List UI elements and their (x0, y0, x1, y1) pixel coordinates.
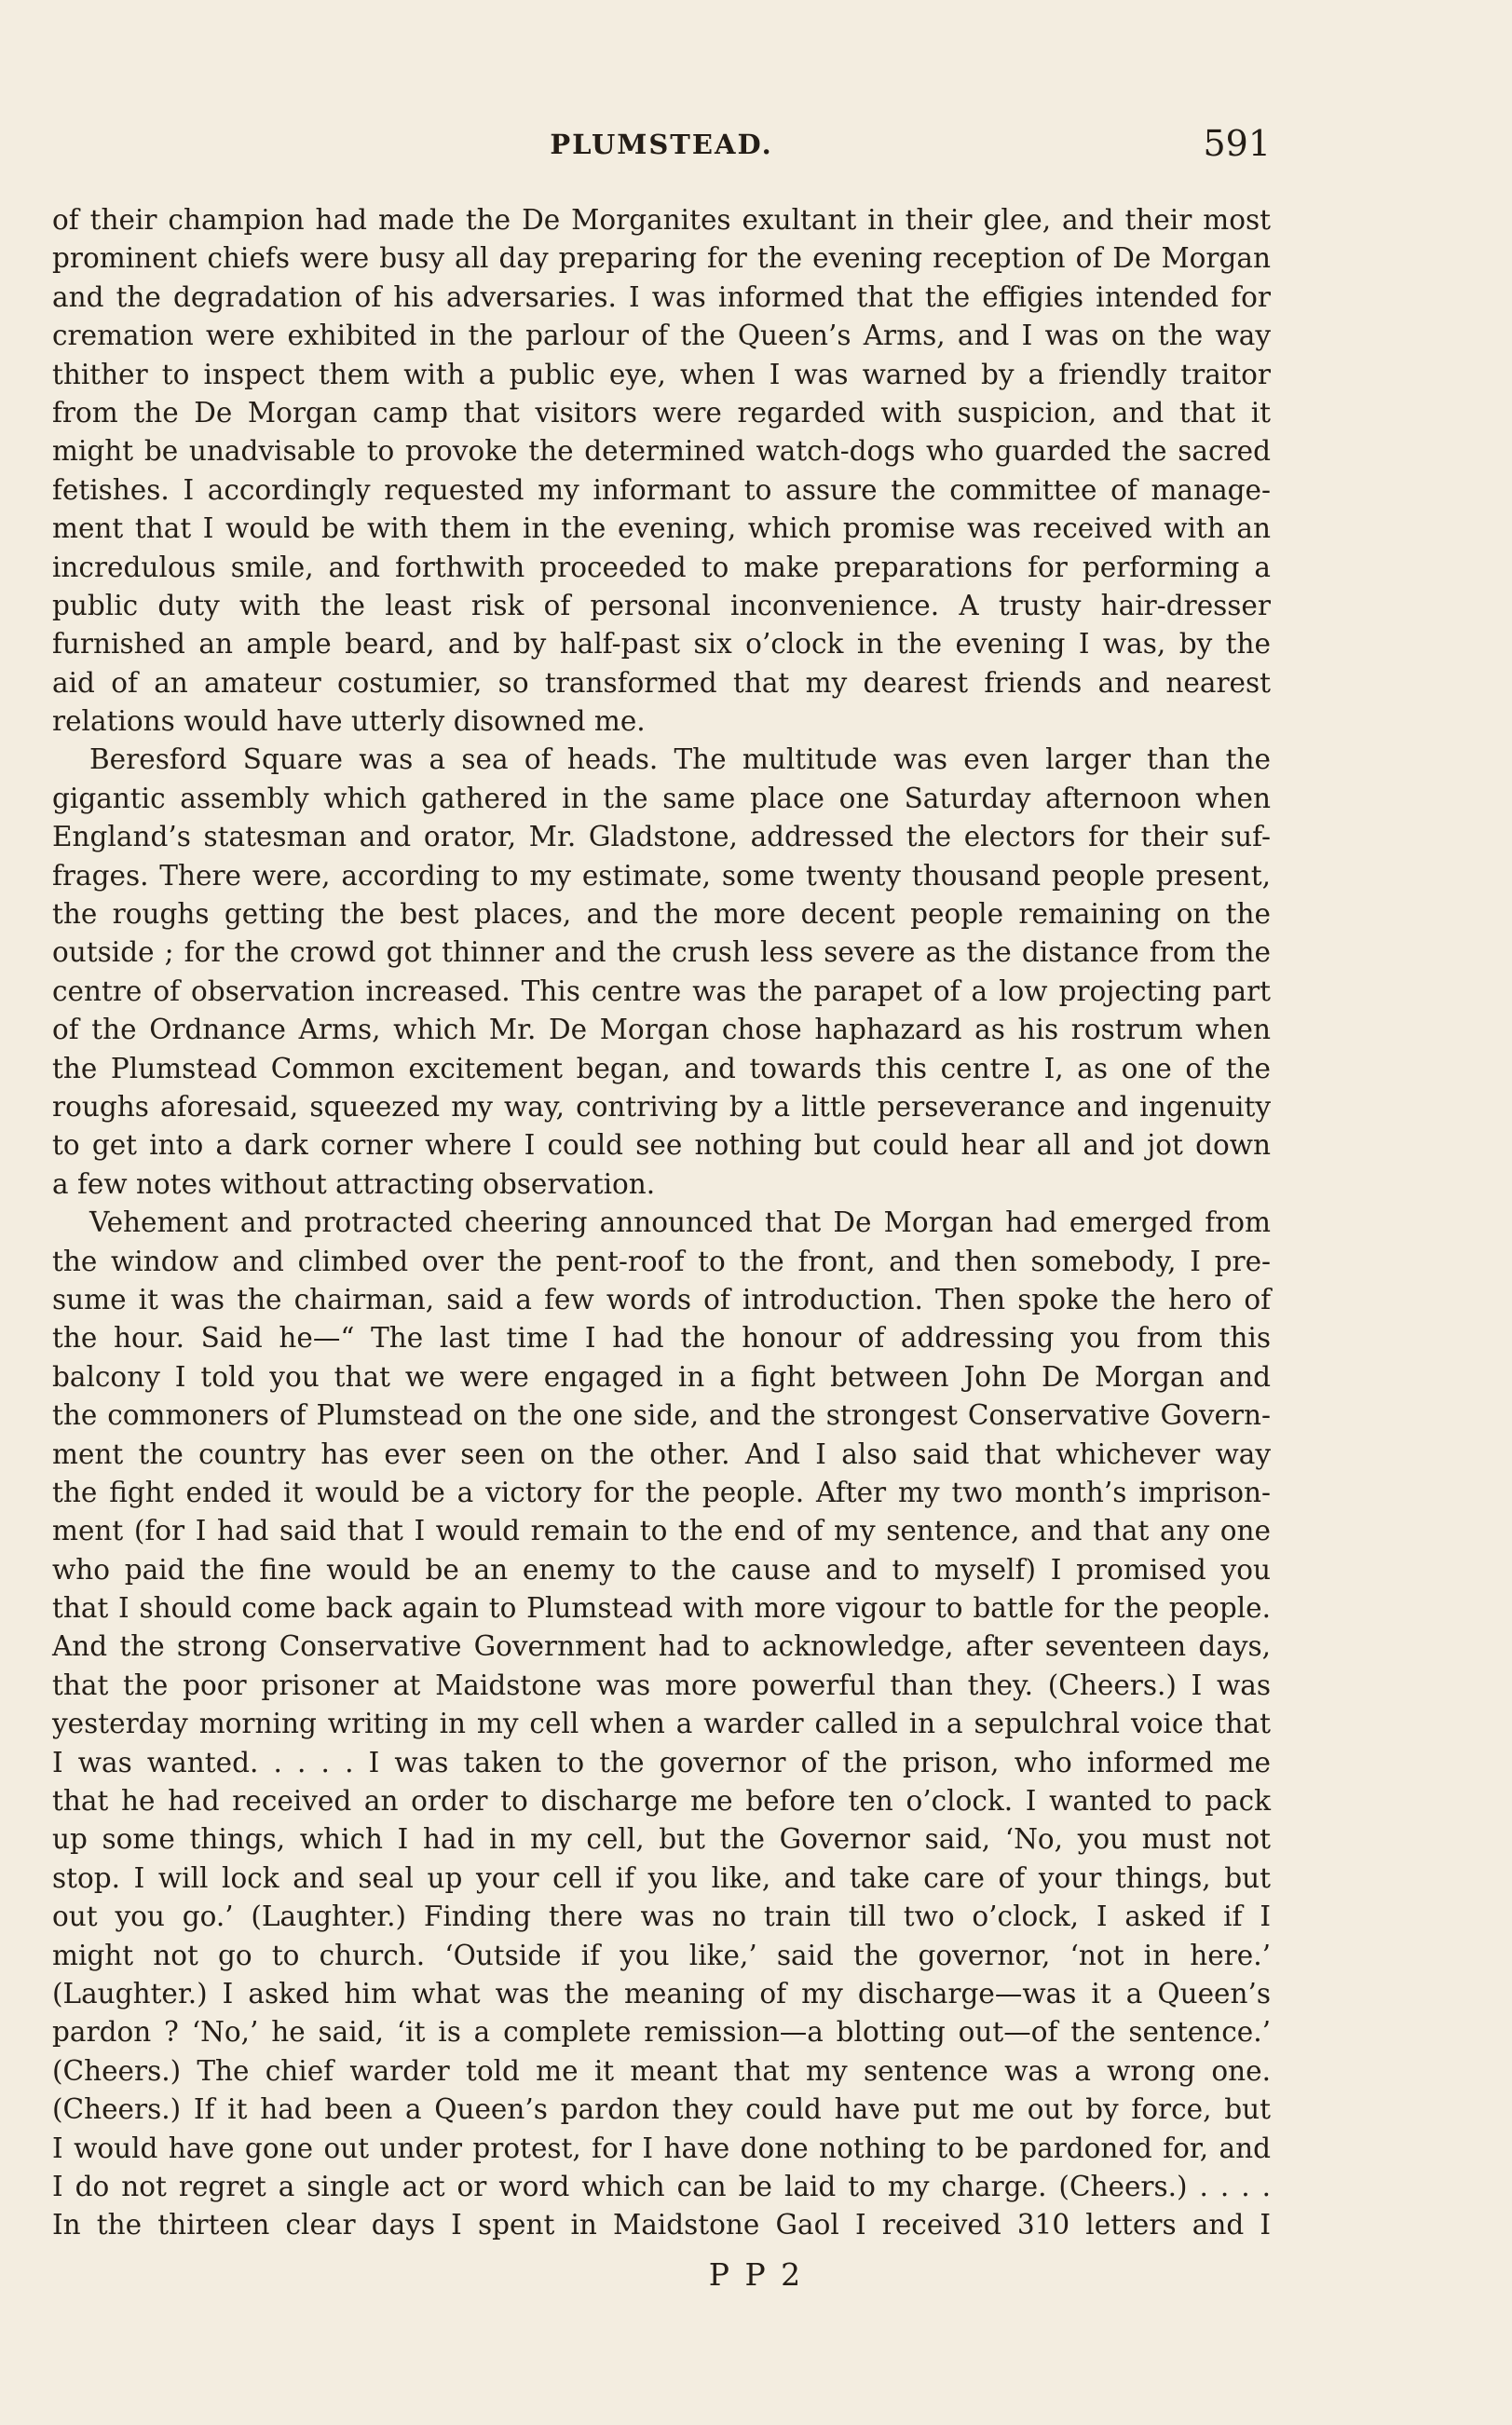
running-head: PLUMSTEAD. (550, 129, 773, 160)
text-line: aid of an amateur costumier, so transformed that my dearest friends and nearest (52, 666, 1271, 699)
text-line: the fight ended it would be a victory for the people. After my two month’s imprison- (52, 1476, 1271, 1508)
text-line: thither to inspect them with a public eye, when I was warned by a friendly traitor (52, 358, 1271, 390)
text-line: Vehement and protracted cheering announced that De Morgan had emerged from (89, 1206, 1271, 1239)
text-line: ment the country has ever seen on the other. And I also said that whichever way (52, 1437, 1271, 1470)
text-line: (Cheers.) If it had been a Queen’s pardon they could have put me out by force, but (52, 2093, 1271, 2126)
text-line: that he had received an order to discharge me before ten o’clock. I wanted to pack (52, 1785, 1271, 1818)
text-line: stop. I will lock and seal up your cell if you like, and take care of your things, but (52, 1861, 1271, 1894)
page-header (52, 123, 1271, 170)
signature-mark: P P 2 (708, 2256, 804, 2293)
text-line: furnished an ample beard, and by half-past six o’clock in the evening I was, by the (52, 628, 1271, 661)
text-line: pardon ? ‘No,’ he said, ‘it is a complete remission—a blotting out—of the sentence.’ (52, 2016, 1271, 2049)
text-line: up some things, which I had in my cell, but the Governor said, ‘No, you must not (52, 1823, 1271, 1856)
text-line: out you go.’ (Laughter.) Finding there was no train till two o’clock, I asked if I (52, 1900, 1271, 1933)
text-line: (Cheers.) The chief warder told me it meant that my sentence was a wrong one. (52, 2054, 1271, 2087)
text-line: the commoners of Plumstead on the one side, and the strongest Conservative Govern- (52, 1399, 1271, 1432)
text-line: Beresford Square was a sea of heads. The multitude was even larger than the (89, 743, 1271, 776)
text-line: might be unadvisable to provoke the determined watch-dogs who guarded the sacred (52, 435, 1271, 468)
text-line: from the De Morgan camp that visitors were regarded with suspicion, and that it (52, 396, 1271, 429)
text-line: prominent chiefs were busy all day preparing for the evening reception of De Morgan (52, 242, 1271, 275)
text-line: ment that I would be with them in the evening, which promise was received with an (52, 512, 1271, 545)
text-line: And the strong Conservative Government had to acknowledge, after seventeen days, (52, 1630, 1271, 1663)
text-line: and the degradation of his adversaries. I was informed that the effigies intended for (52, 280, 1271, 313)
text-line: I do not regret a single act or word which can be laid to my charge. (Cheers.) . . . . (52, 2170, 1271, 2202)
text-line: of the Ordnance Arms, which Mr. De Morgan chose haphazard as his rostrum when (52, 1014, 1271, 1046)
text-line: to get into a dark corner where I could see nothing but could hear all and jot down (52, 1129, 1271, 1162)
text-line: England’s statesman and orator, Mr. Gladstone, addressed the electors for their suf- (52, 821, 1271, 853)
text-line: that I should come back again to Plumstead with more vigour to battle for the people. (52, 1592, 1271, 1625)
text-line: (Laughter.) I asked him what was the meaning of my discharge—was it a Queen’s (52, 1977, 1271, 2009)
text-line: who paid the fine would be an enemy to the cause and to myself) I promised you (52, 1553, 1271, 1586)
page-number: 591 (1203, 123, 1271, 164)
text-line: centre of observation increased. This centre was the parapet of a low projecting part (52, 974, 1271, 1007)
text-line: In the thirteen clear days I spent in Maidstone Gaol I received 310 letters and I (52, 2209, 1271, 2241)
text-line: frages. There were, according to my estimate, some twenty thousand people present, (52, 859, 1271, 892)
text-line: incredulous smile, and forthwith proceeded to make preparations for performing a (52, 551, 1271, 583)
body-text (52, 201, 1271, 2245)
text-line: roughs aforesaid, squeezed my way, contriving by a little perseverance and ingenuity (52, 1090, 1271, 1123)
text-line: fetishes. I accordingly requested my informant to assure the committee of manage- (52, 473, 1271, 506)
text-line: public duty with the least risk of personal inconvenience. A trusty hair-dresser (52, 589, 1271, 621)
text-line: might not go to church. ‘Outside if you like,’ said the governor, ‘not in here.’ (52, 1939, 1271, 1971)
text-line: outside ; for the crowd got thinner and the crush less severe as the distance from the (52, 936, 1271, 969)
text-line: relations would have utterly disowned me. (52, 705, 646, 738)
text-line: that the poor prisoner at Maidstone was more powerful than they. (Cheers.) I was (52, 1669, 1271, 1701)
text-line: cremation were exhibited in the parlour of the Queen’s Arms, and I was on the way (52, 320, 1271, 352)
text-line: sume it was the chairman, said a few words of introduction. Then spoke the hero of (52, 1283, 1271, 1315)
text-line: yesterday morning writing in my cell when a warder called in a sepulchral voice that (52, 1708, 1271, 1740)
text-line: the hour. Said he—“ The last time I had the honour of addressing you from this (52, 1322, 1271, 1355)
text-line: ment (for I had said that I would remain to the end of my sentence, and that any one (52, 1515, 1271, 1547)
text-line: the window and climbed over the pent-roof to the front, and then somebody, I pre- (52, 1245, 1271, 1277)
text-line: the Plumstead Common excitement began, and towards this centre I, as one of the (52, 1052, 1271, 1084)
text-line: the roughs getting the best places, and the more decent people remaining on the (52, 898, 1271, 931)
text-line: I would have gone out under protest, for I have done nothing to be pardoned for, and (52, 2132, 1271, 2164)
text-line: a few notes without attracting observation. (52, 1167, 656, 1200)
text-line: of their champion had made the De Morganites exultant in their glee, and their most (52, 204, 1271, 236)
text-line: gigantic assembly which gathered in the same place one Saturday afternoon when (52, 782, 1271, 814)
text-line: balcony I told you that we were engaged in a fight between John De Morgan and (52, 1360, 1271, 1393)
text-line: I was wanted. . . . . I was taken to the governor of the prison, who informed me (52, 1746, 1271, 1778)
